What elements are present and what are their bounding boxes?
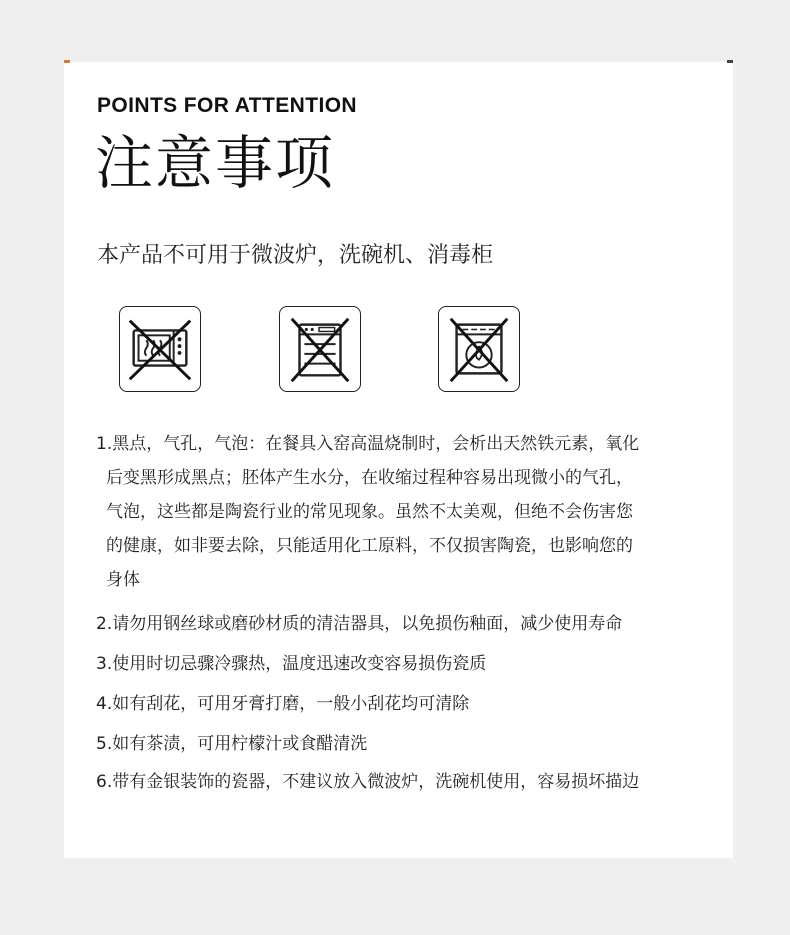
english-title: POINTS FOR ATTENTION bbox=[97, 94, 357, 117]
note-1-line: 的健康，如非要去除，只能适用化工原料，不仅损害陶瓷，也影响您的 bbox=[106, 536, 633, 556]
no-dishwasher-icon bbox=[279, 306, 361, 392]
usage-warning: 本产品不可用于微波炉，洗碗机、消毒柜 bbox=[97, 243, 494, 268]
note-2: 2.请勿用钢丝球或磨砂材质的清洁器具，以免损伤釉面，减少使用寿命 bbox=[96, 614, 623, 634]
accent-mark-right bbox=[727, 60, 733, 63]
note-1-line: 身体 bbox=[106, 570, 140, 590]
note-6: 6.带有金银装饰的瓷器，不建议放入微波炉，洗碗机使用，容易损坏描边 bbox=[96, 772, 640, 792]
accent-mark bbox=[64, 60, 70, 63]
note-1-line: 气泡，这些都是陶瓷行业的常见现象。虽然不太美观，但绝不会伤害您 bbox=[106, 502, 633, 522]
note-1-line: 后变黑形成黑点；胚体产生水分，在收缩过程种容易出现微小的气孔， bbox=[106, 468, 633, 488]
note-3: 3.使用时切忌骤冷骤热，温度迅速改变容易损伤瓷质 bbox=[96, 654, 487, 674]
no-microwave-icon bbox=[119, 306, 201, 392]
note-1-line: 1.黑点，气孔，气泡：在餐具入窑高温烧制时，会析出天然铁元素，氧化 bbox=[96, 434, 640, 454]
no-sterilizer-icon bbox=[438, 306, 520, 392]
note-5: 5.如有茶渍，可用柠檬汁或食醋清洗 bbox=[96, 734, 368, 754]
chinese-title: 注意事项 bbox=[95, 129, 336, 197]
note-4: 4.如有刮花，可用牙膏打磨，一般小刮花均可清除 bbox=[96, 694, 470, 714]
note-1 bbox=[96, 427, 716, 597]
